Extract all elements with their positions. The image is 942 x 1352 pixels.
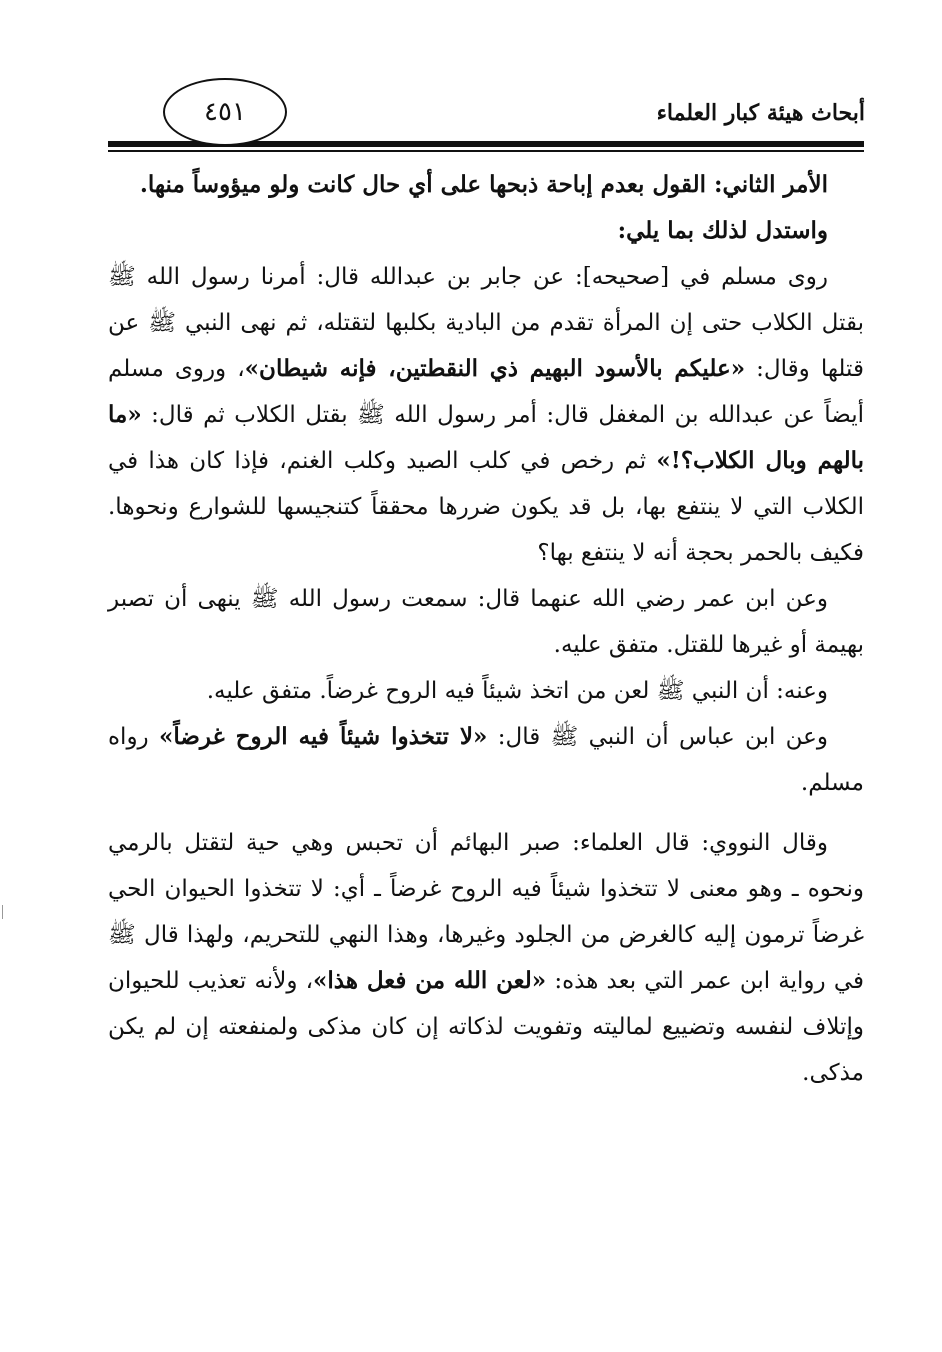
paragraph-muslim-narration	[108, 254, 864, 576]
body-text	[108, 162, 864, 1096]
paragraph-evidence-intro: واستدل لذلك بما يلي:	[617, 217, 828, 244]
scan-margin-mark	[2, 905, 3, 919]
paragraph-ibn-abbas	[108, 714, 864, 806]
hadith-quote: «عليكم بالأسود البهيم ذي النقطتين، فإنه شيطان»	[244, 355, 746, 382]
page-number-oval	[163, 78, 287, 146]
book-title: أبحاث هيئة كبار العلماء	[656, 100, 865, 126]
page-header	[105, 78, 865, 148]
text-segment: ثم رخص في كلب الصيد وكلب الغنم، فإذا كان هذا في الكلاب التي لا ينتفع بها، بل قد يكون ضررها محققاً كتنجيسها للشوارع ونحوها. فكيف بالحمر بحجة أنه لا ينتفع بها؟	[108, 448, 864, 566]
hadith-quote: «ما بالهم وبال الكلاب؟!»	[108, 401, 864, 474]
text-segment: ، وروى مسلم أيضاً عن عبدالله بن المغفل قال: أمر رسول الله ﷺ بقتل الكلاب ثم قال:	[108, 356, 864, 428]
paragraph-ibn-umar: وعن ابن عمر رضي الله عنهما قال: سمعت رسول الله ﷺ ينهى أن تصبر بهيمة أو غيرها للقتل. متفق عليه.	[108, 586, 864, 658]
paragraph-nawawi	[108, 820, 864, 1096]
text-segment: وعن ابن عباس أن النبي ﷺ قال:	[487, 724, 829, 750]
paragraph-second-matter: الأمر الثاني: القول بعدم إباحة ذبحها على أي حال كانت ولو ميؤوساً منها.	[139, 171, 828, 198]
hadith-quote: «لا تتخذوا شيئاً فيه الروح غرضاً»	[158, 723, 488, 750]
header-rule-thin	[108, 150, 864, 152]
text-segment: روى مسلم في [صحيحه]: عن جابر بن عبدالله قال: أمرنا رسول الله ﷺ بقتل الكلاب حتى إن المرأة تقدم من البادية بكلبها لتقتله، ثم نهى النبي ﷺ عن قتلها وقال:	[108, 264, 864, 382]
hadith-quote: «لعن الله من فعل هذا»	[313, 967, 547, 994]
text-segment: رواه مسلم.	[108, 724, 864, 796]
page-number: ٤٥١	[204, 97, 246, 127]
text-segment: وقال النووي: قال العلماء: صبر البهائم أن تحبس وهي حية لتقتل بالرمي ونحوه ـ وهو معنى لا تتخذوا شيئاً فيه الروح غرضاً ـ أي: لا تتخذوا الحيوان الحي غرضاً ترمون إليه كالغرض من الجلود وغيرها، وهذا النهي للتحريم، ولهذا قال ﷺ في رواية ابن عمر التي بعد هذه:	[108, 830, 864, 994]
paragraph-curse: وعنه: أن النبي ﷺ لعن من اتخذ شيئاً فيه الروح غرضاً. متفق عليه.	[206, 678, 828, 704]
text-segment: ، ولأنه تعذيب للحيوان وإتلاف لنفسه وتضييع لماليته وتفويت لذكاته إن كان مذكى ولمنفعته إن لم يكن مذكى.	[108, 968, 864, 1086]
